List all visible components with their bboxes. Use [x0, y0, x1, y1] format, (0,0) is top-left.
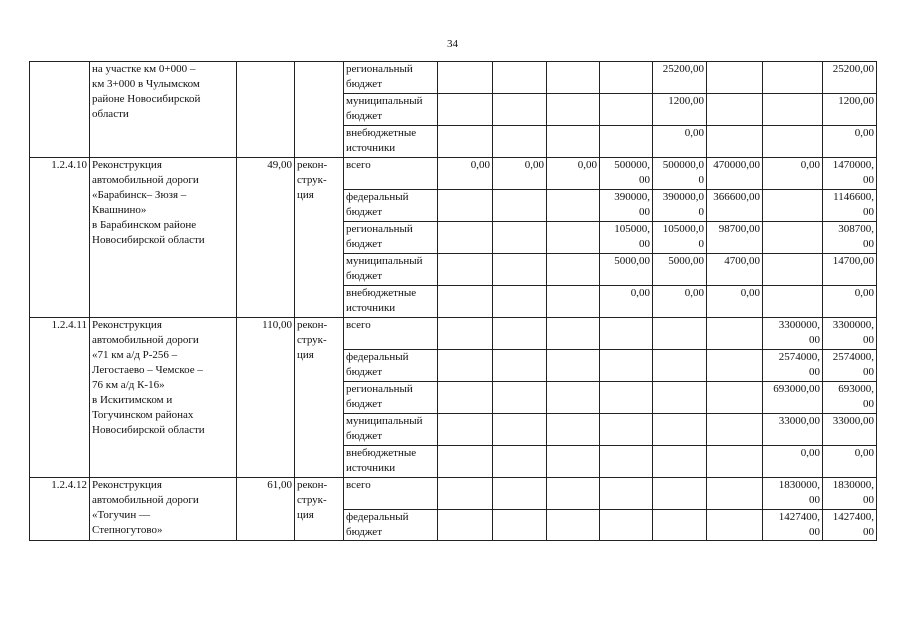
budget-table [29, 61, 877, 541]
table-row [30, 318, 877, 350]
amount-cell [438, 190, 493, 222]
funding-source-cell: муниципальный бюджет [344, 94, 438, 126]
funding-source-cell: региональный бюджет [344, 222, 438, 254]
amount-cell [438, 318, 493, 350]
amount-cell [438, 478, 493, 510]
funding-source-cell: муниципальный бюджет [344, 254, 438, 286]
amount-cell [493, 94, 547, 126]
amount-cell [600, 350, 653, 382]
amount-cell [547, 318, 600, 350]
amount-cell: 693000,00 [763, 382, 823, 414]
table-row [30, 158, 877, 190]
amount-cell [707, 126, 763, 158]
funding-source-cell: федеральный бюджет [344, 190, 438, 222]
amount-cell: 0,00 [707, 286, 763, 318]
amount-cell: 0,00 [600, 286, 653, 318]
amount-cell [600, 414, 653, 446]
amount-cell [438, 62, 493, 94]
item-length-cell: 110,00 [237, 318, 295, 478]
amount-cell [547, 478, 600, 510]
amount-cell [600, 126, 653, 158]
amount-cell [763, 222, 823, 254]
amount-cell: 25200,00 [653, 62, 707, 94]
amount-cell: 0,00 [763, 158, 823, 190]
funding-source-cell: всего [344, 318, 438, 350]
amount-cell [547, 350, 600, 382]
amount-cell: 105000, 00 [600, 222, 653, 254]
amount-cell [653, 478, 707, 510]
item-name-cell: Реконструкция автомобильной дороги «71 км а/д Р-256 – Легостаево – Чемское – 76 км а/д К-16» в Искитимском и Тогучинском районах Новосибирской области [90, 318, 237, 478]
amount-cell: 500000,0 0 [653, 158, 707, 190]
amount-cell [763, 190, 823, 222]
amount-cell [438, 222, 493, 254]
amount-cell: 390000, 00 [600, 190, 653, 222]
amount-cell [707, 446, 763, 478]
amount-cell: 2574000, 00 [763, 350, 823, 382]
amount-cell [547, 62, 600, 94]
amount-cell [763, 62, 823, 94]
amount-cell [438, 382, 493, 414]
item-work-type-cell: рекон- струк- ция [295, 158, 344, 318]
funding-source-cell: федеральный бюджет [344, 510, 438, 541]
amount-cell: 3300000, 00 [763, 318, 823, 350]
amount-cell: 5000,00 [653, 254, 707, 286]
funding-source-cell: внебюджетные источники [344, 446, 438, 478]
item-work-type-cell: рекон- струк- ция [295, 318, 344, 478]
amount-cell: 0,00 [493, 158, 547, 190]
item-work-type-cell: рекон- струк- ция [295, 478, 344, 541]
amount-cell [493, 414, 547, 446]
funding-source-cell: внебюджетные источники [344, 286, 438, 318]
amount-cell [600, 382, 653, 414]
amount-cell [493, 510, 547, 541]
amount-cell: 1470000, 00 [823, 158, 877, 190]
amount-cell: 1200,00 [653, 94, 707, 126]
amount-cell: 4700,00 [707, 254, 763, 286]
funding-source-cell: региональный бюджет [344, 62, 438, 94]
amount-cell: 0,00 [763, 446, 823, 478]
amount-cell [600, 446, 653, 478]
item-code-cell: 1.2.4.12 [30, 478, 90, 541]
amount-cell: 2574000, 00 [823, 350, 877, 382]
amount-cell [547, 254, 600, 286]
amount-cell [493, 190, 547, 222]
amount-cell [438, 94, 493, 126]
amount-cell: 0,00 [823, 126, 877, 158]
amount-cell [493, 222, 547, 254]
amount-cell [493, 126, 547, 158]
amount-cell [547, 222, 600, 254]
item-code-cell: 1.2.4.10 [30, 158, 90, 318]
amount-cell [707, 318, 763, 350]
funding-source-cell: всего [344, 478, 438, 510]
amount-cell: 0,00 [823, 286, 877, 318]
item-length-cell: 61,00 [237, 478, 295, 541]
amount-cell [763, 126, 823, 158]
amount-cell: 366600,00 [707, 190, 763, 222]
amount-cell [547, 126, 600, 158]
amount-cell [600, 478, 653, 510]
amount-cell [438, 446, 493, 478]
amount-cell [493, 62, 547, 94]
item-code-cell: 1.2.4.11 [30, 318, 90, 478]
amount-cell [493, 382, 547, 414]
amount-cell [707, 94, 763, 126]
amount-cell: 0,00 [653, 286, 707, 318]
amount-cell [547, 286, 600, 318]
amount-cell: 500000, 00 [600, 158, 653, 190]
amount-cell [493, 318, 547, 350]
funding-source-cell: внебюджетные источники [344, 126, 438, 158]
funding-source-cell: муниципальный бюджет [344, 414, 438, 446]
item-length-cell [237, 62, 295, 158]
amount-cell [653, 382, 707, 414]
amount-cell [653, 414, 707, 446]
amount-cell [438, 254, 493, 286]
amount-cell: 1146600, 00 [823, 190, 877, 222]
amount-cell: 33000,00 [823, 414, 877, 446]
funding-source-cell: региональный бюджет [344, 382, 438, 414]
amount-cell [493, 350, 547, 382]
funding-source-cell: всего [344, 158, 438, 190]
amount-cell: 98700,00 [707, 222, 763, 254]
amount-cell [493, 286, 547, 318]
amount-cell: 0,00 [438, 158, 493, 190]
amount-cell [707, 382, 763, 414]
amount-cell: 14700,00 [823, 254, 877, 286]
budget-table-body [30, 62, 877, 541]
amount-cell [707, 478, 763, 510]
amount-cell [707, 62, 763, 94]
amount-cell: 1830000, 00 [823, 478, 877, 510]
table-row [30, 478, 877, 510]
amount-cell [653, 510, 707, 541]
amount-cell: 693000, 00 [823, 382, 877, 414]
item-name-cell: Реконструкция автомобильной дороги «Тогучин — Степногутово» [90, 478, 237, 541]
amount-cell [493, 478, 547, 510]
amount-cell [653, 446, 707, 478]
item-name-cell: Реконструкция автомобильной дороги «Барабинск– Зюзя – Квашнино» в Барабинском районе Новосибирской области [90, 158, 237, 318]
amount-cell: 1830000, 00 [763, 478, 823, 510]
table-row [30, 62, 877, 94]
amount-cell: 105000,0 0 [653, 222, 707, 254]
amount-cell: 470000,00 [707, 158, 763, 190]
amount-cell [547, 190, 600, 222]
amount-cell [763, 94, 823, 126]
amount-cell [493, 446, 547, 478]
amount-cell [438, 286, 493, 318]
amount-cell: 1427400, 00 [763, 510, 823, 541]
amount-cell: 0,00 [547, 158, 600, 190]
item-length-cell: 49,00 [237, 158, 295, 318]
amount-cell [763, 286, 823, 318]
amount-cell [707, 510, 763, 541]
amount-cell [438, 350, 493, 382]
amount-cell: 33000,00 [763, 414, 823, 446]
amount-cell [600, 510, 653, 541]
amount-cell: 25200,00 [823, 62, 877, 94]
amount-cell [493, 254, 547, 286]
funding-source-cell: федеральный бюджет [344, 350, 438, 382]
item-name-cell: на участке км 0+000 – км 3+000 в Чулымском районе Новосибирской области [90, 62, 237, 158]
amount-cell [547, 446, 600, 478]
item-work-type-cell [295, 62, 344, 158]
amount-cell [707, 414, 763, 446]
amount-cell: 3300000, 00 [823, 318, 877, 350]
amount-cell: 308700, 00 [823, 222, 877, 254]
amount-cell [600, 94, 653, 126]
amount-cell [547, 94, 600, 126]
amount-cell: 5000,00 [600, 254, 653, 286]
item-code-cell [30, 62, 90, 158]
amount-cell [438, 414, 493, 446]
amount-cell: 390000,0 0 [653, 190, 707, 222]
amount-cell [653, 350, 707, 382]
amount-cell [547, 382, 600, 414]
amount-cell: 1200,00 [823, 94, 877, 126]
amount-cell: 0,00 [653, 126, 707, 158]
amount-cell [600, 62, 653, 94]
amount-cell [653, 318, 707, 350]
amount-cell [763, 254, 823, 286]
amount-cell [600, 318, 653, 350]
amount-cell [438, 510, 493, 541]
amount-cell [707, 350, 763, 382]
amount-cell [547, 414, 600, 446]
amount-cell: 0,00 [823, 446, 877, 478]
page-number: 34 [447, 38, 458, 50]
amount-cell [547, 510, 600, 541]
amount-cell: 1427400, 00 [823, 510, 877, 541]
amount-cell [438, 126, 493, 158]
